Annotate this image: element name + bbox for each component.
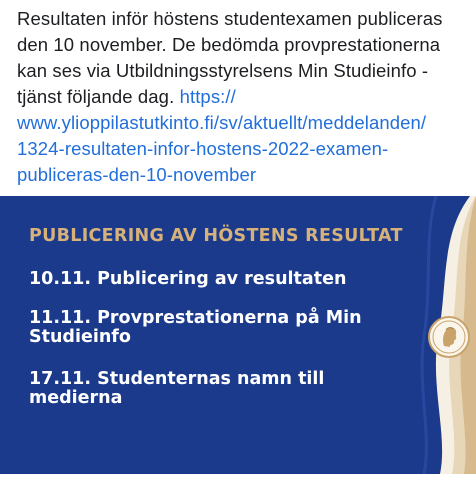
- schedule-item: 17.11. Studenternas namn till medierna: [29, 369, 325, 408]
- post-bottom-spacer: [0, 474, 476, 500]
- schedule-item: 11.11. Provprestationerna på Min Studieinfo: [29, 308, 362, 347]
- graphic-heading: PUBLICERING AV HÖSTENS RESULTAT: [29, 226, 403, 246]
- results-link[interactable]: https:// www.ylioppilastutkinto.fi/sv/aktuellt/meddelanden/ 1324-resultaten-infor-hostens-2022-examen- publiceras-den-10-november: [17, 86, 427, 185]
- post-text: [17, 6, 467, 188]
- schedule-item: 10.11. Publicering av resultaten: [29, 269, 347, 289]
- post-body-text: Resultaten inför höstens studentexamen publiceras den 10 november. De bedömda provprestationerna kan ses via Utbildningsstyrelsens Min Studieinfo -tjänst följande dag.: [17, 8, 443, 107]
- matriculation-board-profile-logo-icon: [428, 316, 470, 358]
- results-schedule-image[interactable]: [0, 196, 476, 474]
